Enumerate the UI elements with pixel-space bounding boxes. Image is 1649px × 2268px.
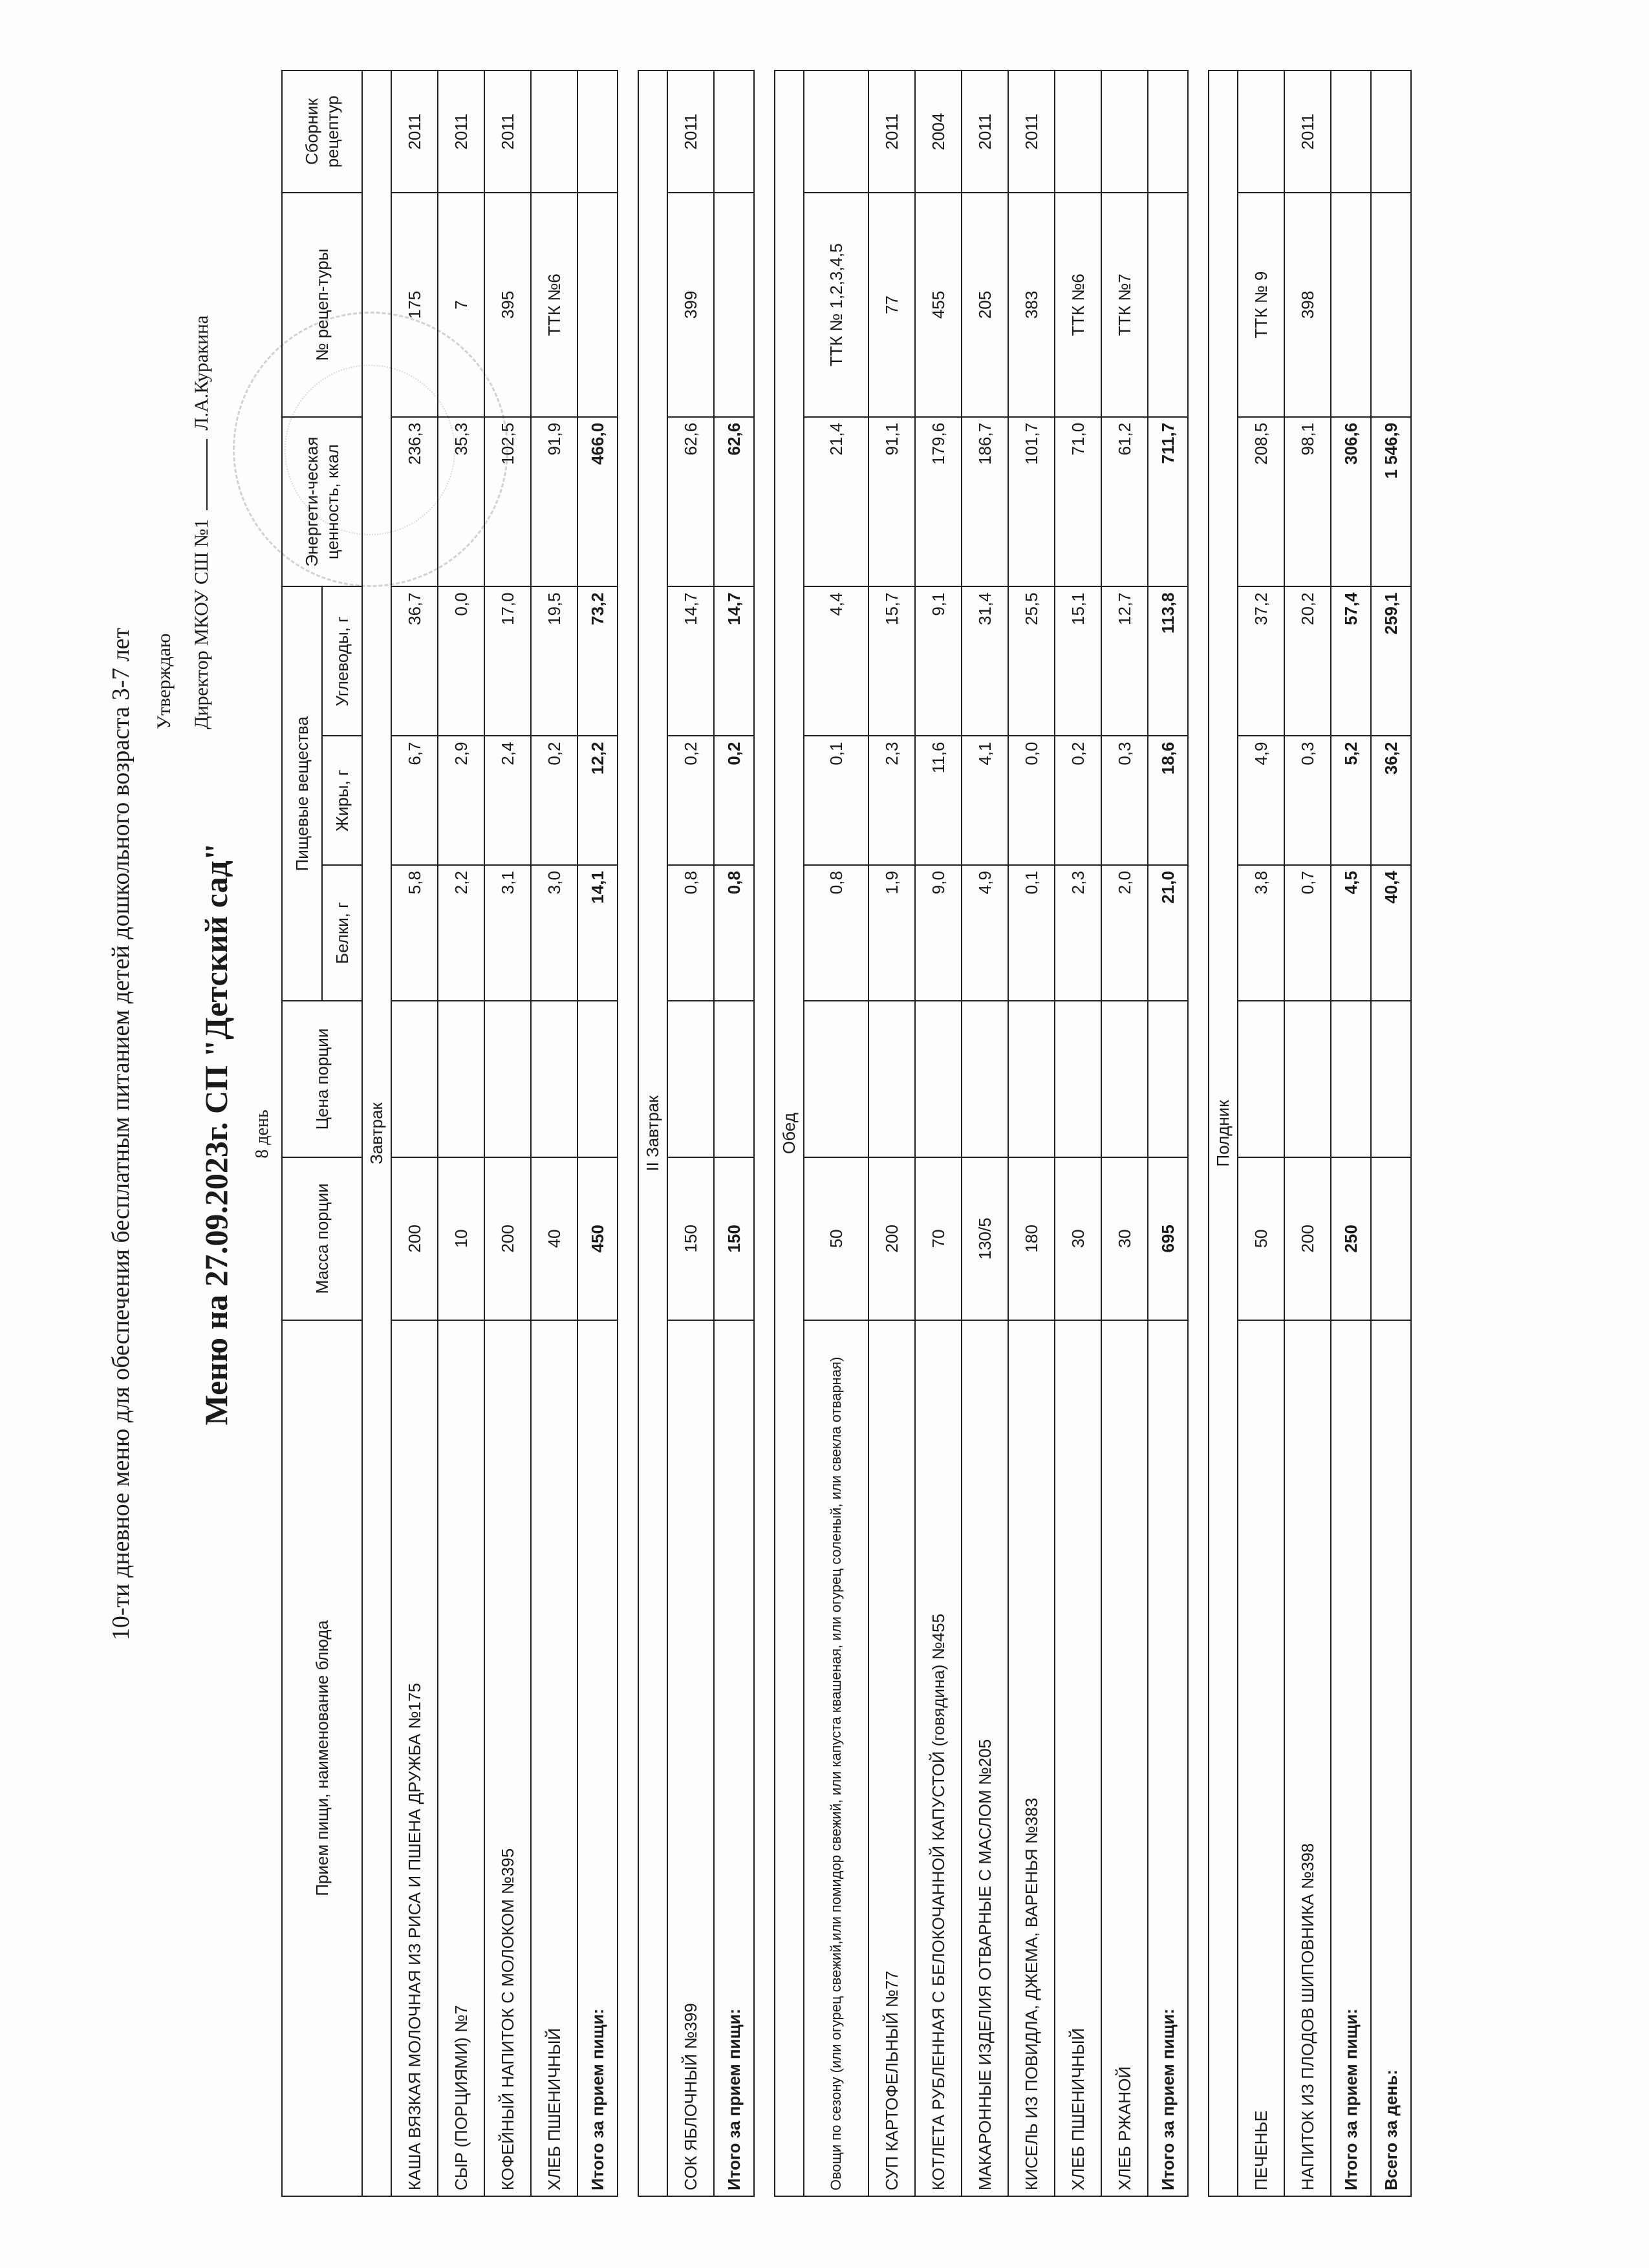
carbs-value: 12,7 (1101, 586, 1148, 736)
proteins-value: 3,0 (531, 865, 577, 1001)
energy-value: 61,2 (1101, 417, 1148, 587)
table-row (1101, 70, 1148, 2196)
table-row (391, 70, 438, 2196)
recipe-number: ТТК № 9 (1238, 193, 1284, 417)
portion-mass: 130/5 (962, 1157, 1008, 1320)
table-row (484, 70, 531, 2196)
section-label-row (1209, 70, 1238, 2196)
recipe-collection: 2011 (484, 70, 531, 193)
portion-price (1008, 1001, 1055, 1157)
col-portion-mass: Масса порции (282, 1157, 362, 1320)
total-mass: 450 (577, 1157, 618, 1320)
recipe-collection: 2011 (868, 70, 915, 193)
portion-price (1284, 1001, 1331, 1157)
recipe-collection: 2004 (915, 70, 962, 193)
table-row (1008, 70, 1055, 2196)
recipe-number: ТТК №7 (1101, 193, 1148, 417)
col-fats: Жиры, г (322, 736, 362, 866)
portion-price (1238, 1001, 1284, 1157)
total-price (714, 1001, 754, 1157)
total-row (1148, 70, 1188, 2196)
total-row (1331, 70, 1371, 2196)
carbs-value: 15,7 (868, 586, 915, 736)
total-energy: 711,7 (1148, 417, 1188, 587)
grand-total-price (1371, 1001, 1411, 1157)
portion-price (804, 1001, 868, 1157)
carbs-value: 37,2 (1238, 586, 1284, 736)
dish-name: КАША ВЯЗКАЯ МОЛОЧНАЯ ИЗ РИСА И ПШЕНА ДРУЖБА №175 (391, 1320, 438, 2196)
recipe-number: ТТК №6 (1055, 193, 1101, 417)
carbs-value: 14,7 (667, 586, 714, 736)
recipe-number: 7 (438, 193, 484, 417)
fats-value: 2,3 (868, 736, 915, 866)
carbs-value: 19,5 (531, 586, 577, 736)
total-carbs: 14,7 (714, 586, 754, 736)
recipe-collection (804, 70, 868, 193)
total-energy: 306,6 (1331, 417, 1371, 587)
proteins-value: 3,8 (1238, 865, 1284, 1001)
approve-label: Утверждаю (153, 633, 175, 729)
portion-mass: 200 (484, 1157, 531, 1320)
carbs-value: 36,7 (391, 586, 438, 736)
menu-table-body (362, 70, 1411, 2196)
grand-total-label: Всего за день: (1371, 1320, 1411, 2196)
fats-value: 6,7 (391, 736, 438, 866)
grand-total-energy: 1 546,9 (1371, 417, 1411, 587)
dish-name: СОК ЯБЛОЧНЫЙ №399 (667, 1320, 714, 2196)
fats-value: 11,6 (915, 736, 962, 866)
total-mass: 250 (1331, 1157, 1371, 1320)
carbs-value: 0,0 (438, 586, 484, 736)
dish-name: КИСЕЛЬ ИЗ ПОВИДЛА, ДЖЕМА, ВАРЕНЬЯ №383 (1008, 1320, 1055, 2196)
total-carbs: 113,8 (1148, 586, 1188, 736)
proteins-value: 1,9 (868, 865, 915, 1001)
spacer-row (754, 70, 775, 2196)
total-label: Итого за прием пищи: (577, 1320, 618, 2196)
day-label: 8 день (252, 1109, 272, 1159)
fats-value: 0,3 (1101, 736, 1148, 866)
director-label: Директор МКОУ СШ №1 (191, 519, 212, 729)
proteins-value: 2,0 (1101, 865, 1148, 1001)
portion-mass: 50 (1238, 1157, 1284, 1320)
energy-value: 71,0 (1055, 417, 1101, 587)
fats-value: 0,3 (1284, 736, 1331, 866)
total-price (1148, 1001, 1188, 1157)
table-row (438, 70, 484, 2196)
recipe-number: 395 (484, 193, 531, 417)
total-collection (577, 70, 618, 193)
table-row (915, 70, 962, 2196)
portion-mass: 30 (1101, 1157, 1148, 1320)
total-proteins: 4,5 (1331, 865, 1371, 1001)
portion-price (868, 1001, 915, 1157)
spacer-row (1188, 70, 1209, 2196)
total-label: Итого за прием пищи: (714, 1320, 754, 2196)
recipe-collection (1101, 70, 1148, 193)
energy-value: 102,5 (484, 417, 531, 587)
approval-block (146, 238, 221, 729)
portion-mass: 70 (915, 1157, 962, 1320)
carbs-value: 15,1 (1055, 586, 1101, 736)
proteins-value: 0,8 (804, 865, 868, 1001)
portion-price (391, 1001, 438, 1157)
recipe-collection: 2011 (962, 70, 1008, 193)
grand-total-carbs: 259,1 (1371, 586, 1411, 736)
portion-mass: 50 (804, 1157, 868, 1320)
fats-value: 0,0 (1008, 736, 1055, 866)
energy-value: 208,5 (1238, 417, 1284, 587)
proteins-value: 4,9 (962, 865, 1008, 1001)
recipe-number: 77 (868, 193, 915, 417)
carbs-value: 25,5 (1008, 586, 1055, 736)
total-collection (1331, 70, 1371, 193)
total-proteins: 21,0 (1148, 865, 1188, 1001)
proteins-value: 2,3 (1055, 865, 1101, 1001)
table-row (804, 70, 868, 2196)
portion-price (962, 1001, 1008, 1157)
portion-mass: 30 (1055, 1157, 1101, 1320)
energy-value: 35,3 (438, 417, 484, 587)
total-recipe (714, 193, 754, 417)
proteins-value: 0,8 (667, 865, 714, 1001)
carbs-value: 9,1 (915, 586, 962, 736)
col-nutrients: Пищевые вещества (282, 586, 322, 1001)
section-label-row (362, 70, 391, 2196)
portion-price (438, 1001, 484, 1157)
total-mass: 695 (1148, 1157, 1188, 1320)
recipe-number: 455 (915, 193, 962, 417)
total-recipe (1331, 193, 1371, 417)
energy-value: 236,3 (391, 417, 438, 587)
grand-total-mass (1371, 1157, 1411, 1320)
section-label-row (638, 70, 667, 2196)
energy-value: 91,1 (868, 417, 915, 587)
section-label: Обед (775, 70, 804, 2196)
menu-table (281, 70, 1412, 2197)
recipe-collection (1238, 70, 1284, 193)
carbs-value: 20,2 (1284, 586, 1331, 736)
recipe-collection: 2011 (667, 70, 714, 193)
dish-name: ХЛЕБ ПШЕНИЧНЫЙ (531, 1320, 577, 2196)
dish-name: Овощи по сезону (или огурец свежий,или помидор свежий, или капуста квашеная, или огурец соленый, или свекла отварная) (804, 1320, 868, 2196)
dish-name: КОТЛЕТА РУБЛЕННАЯ С БЕЛОКОЧАННОЙ КАПУСТОЙ (говядина) №455 (915, 1320, 962, 2196)
fats-value: 4,1 (962, 736, 1008, 866)
portion-mass: 40 (531, 1157, 577, 1320)
dish-name: ХЛЕБ ПШЕНИЧНЫЙ (1055, 1320, 1101, 2196)
portion-price (667, 1001, 714, 1157)
total-label: Итого за прием пищи: (1148, 1320, 1188, 2196)
grand-total-recipe (1371, 193, 1411, 417)
total-price (1331, 1001, 1371, 1157)
carbs-value: 4,4 (804, 586, 868, 736)
signature-line (206, 439, 208, 510)
portion-price (915, 1001, 962, 1157)
dish-name: МАКАРОННЫЕ ИЗДЕЛИЯ ОТВАРНЫЕ С МАСЛОМ №205 (962, 1320, 1008, 2196)
table-row (1284, 70, 1331, 2196)
portion-mass: 200 (868, 1157, 915, 1320)
dish-name: ХЛЕБ РЖАНОЙ (1101, 1320, 1148, 2196)
table-row (962, 70, 1008, 2196)
total-recipe (1148, 193, 1188, 417)
col-energy: Энергети-ческая ценность, ккал (282, 417, 362, 587)
portion-mass: 180 (1008, 1157, 1055, 1320)
recipe-number: 383 (1008, 193, 1055, 417)
grand-total-fats: 36,2 (1371, 736, 1411, 866)
recipe-number: ТТК №6 (531, 193, 577, 417)
fats-value: 0,1 (804, 736, 868, 866)
energy-value: 101,7 (1008, 417, 1055, 587)
menu-title: Меню на 27.09.2023г. СП "Детский сад" (198, 842, 234, 1426)
dish-name: НАПИТОК ИЗ ПЛОДОВ ШИПОВНИКА №398 (1284, 1320, 1331, 2196)
recipe-collection (531, 70, 577, 193)
total-fats: 12,2 (577, 736, 618, 866)
spacer-cell (754, 70, 775, 2196)
dish-name: КОФЕЙНЫЙ НАПИТОК С МОЛОКОМ №395 (484, 1320, 531, 2196)
proteins-value: 0,7 (1284, 865, 1331, 1001)
col-proteins: Белки, г (322, 865, 362, 1001)
energy-value: 186,7 (962, 417, 1008, 587)
fats-value: 2,4 (484, 736, 531, 866)
recipe-collection: 2011 (391, 70, 438, 193)
total-collection (1148, 70, 1188, 193)
portion-mass: 150 (667, 1157, 714, 1320)
recipe-number: 175 (391, 193, 438, 417)
fats-value: 2,9 (438, 736, 484, 866)
proteins-value: 5,8 (391, 865, 438, 1001)
portion-mass: 10 (438, 1157, 484, 1320)
col-recipe-no: № рецеп-туры (282, 193, 362, 417)
table-row (868, 70, 915, 2196)
section-label: Завтрак (362, 70, 391, 2196)
col-recipe-collection: Сборник рецептур (282, 70, 362, 193)
recipe-collection: 2011 (1008, 70, 1055, 193)
dish-name: ПЕЧЕНЬЕ (1238, 1320, 1284, 2196)
portion-price (484, 1001, 531, 1157)
total-proteins: 14,1 (577, 865, 618, 1001)
fats-value: 0,2 (667, 736, 714, 866)
proteins-value: 9,0 (915, 865, 962, 1001)
total-row (714, 70, 754, 2196)
col-meal-name: Прием пищи, наименование блюда (282, 1320, 362, 2196)
energy-value: 21,4 (804, 417, 868, 587)
col-carbs: Углеводы, г (322, 586, 362, 736)
fats-value: 4,9 (1238, 736, 1284, 866)
total-carbs: 73,2 (577, 586, 618, 736)
document-title: 10-ти дневное меню для обеспечения бесплатным питанием детей дошкольного возраста 3-7 лет (107, 627, 135, 1641)
dish-name: СУП КАРТОФЕЛЬНЫЙ №77 (868, 1320, 915, 2196)
total-fats: 5,2 (1331, 736, 1371, 866)
spacer-cell (618, 70, 638, 2196)
carbs-value: 17,0 (484, 586, 531, 736)
section-label: II Завтрак (638, 70, 667, 2196)
director-name: Л.А.Куракина (191, 315, 212, 431)
spacer-cell (1188, 70, 1209, 2196)
director-line (183, 238, 221, 729)
table-row (1238, 70, 1284, 2196)
total-fats: 18,6 (1148, 736, 1188, 866)
proteins-value: 0,1 (1008, 865, 1055, 1001)
total-fats: 0,2 (714, 736, 754, 866)
grand-total-proteins: 40,4 (1371, 865, 1411, 1001)
recipe-number: 205 (962, 193, 1008, 417)
portion-price (531, 1001, 577, 1157)
section-label-row (775, 70, 804, 2196)
proteins-value: 2,2 (438, 865, 484, 1001)
energy-value: 91,9 (531, 417, 577, 587)
total-energy: 62,6 (714, 417, 754, 587)
total-carbs: 57,4 (1331, 586, 1371, 736)
fats-value: 0,2 (531, 736, 577, 866)
recipe-number: 398 (1284, 193, 1331, 417)
proteins-value: 3,1 (484, 865, 531, 1001)
total-collection (714, 70, 754, 193)
recipe-collection: 2011 (1284, 70, 1331, 193)
total-proteins: 0,8 (714, 865, 754, 1001)
grand-total-row (1371, 70, 1411, 2196)
energy-value: 98,1 (1284, 417, 1331, 587)
portion-price (1101, 1001, 1148, 1157)
col-portion-price: Цена порции (282, 1001, 362, 1157)
portion-mass: 200 (1284, 1157, 1331, 1320)
section-label: Полдник (1209, 70, 1238, 2196)
energy-value: 179,6 (915, 417, 962, 587)
spacer-row (618, 70, 638, 2196)
recipe-number: ТТК № 1,2,3,4,5 (804, 193, 868, 417)
carbs-value: 31,4 (962, 586, 1008, 736)
recipe-number: 399 (667, 193, 714, 417)
total-price (577, 1001, 618, 1157)
portion-mass: 200 (391, 1157, 438, 1320)
total-row (577, 70, 618, 2196)
total-energy: 466,0 (577, 417, 618, 587)
table-row (667, 70, 714, 2196)
recipe-collection: 2011 (438, 70, 484, 193)
recipe-collection (1055, 70, 1101, 193)
energy-value: 62,6 (667, 417, 714, 587)
fats-value: 0,2 (1055, 736, 1101, 866)
dish-name: СЫР (ПОРЦИЯМИ) №7 (438, 1320, 484, 2196)
total-label: Итого за прием пищи: (1331, 1320, 1371, 2196)
grand-total-collection (1371, 70, 1411, 193)
portion-price (1055, 1001, 1101, 1157)
total-recipe (577, 193, 618, 417)
table-row (531, 70, 577, 2196)
total-mass: 150 (714, 1157, 754, 1320)
table-row (1055, 70, 1101, 2196)
